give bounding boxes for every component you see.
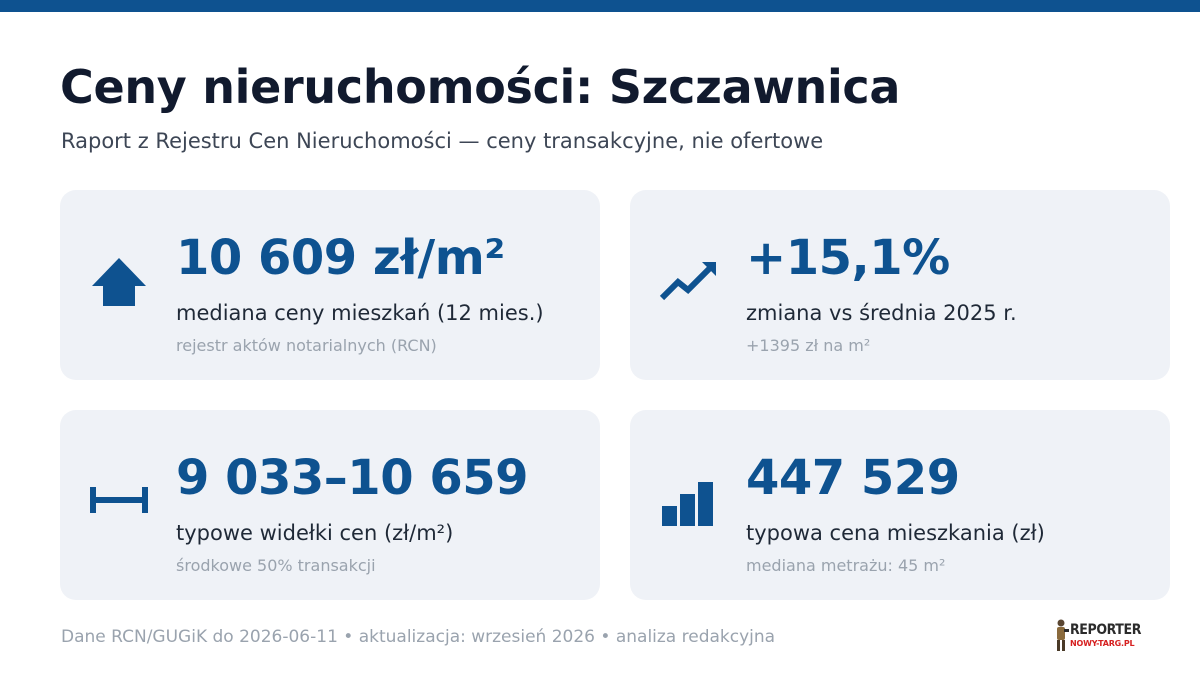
top-accent-bar [0,0,1200,12]
stat-note: mediana metrażu: 45 m² [746,556,946,575]
trend-up-icon [658,250,720,312]
range-icon [88,470,150,532]
stat-label: typowe widełki cen (zł/m²) [176,521,454,545]
stat-card-price-range [60,410,600,600]
stat-value: 447 529 [746,450,960,506]
publisher-logo[interactable] [1052,618,1144,654]
stat-note: +1395 zł na m² [746,336,871,355]
house-icon [88,250,150,312]
page-title: Ceny nieruchomości: Szczawnica [60,60,901,114]
stat-label: mediana ceny mieszkań (12 mies.) [176,301,544,325]
stat-card-price-change [630,190,1170,380]
logo-name: REPORTER [1070,622,1142,638]
stat-note: rejestr aktów notarialnych (RCN) [176,336,437,355]
stat-value: 9 033–10 659 [176,450,529,506]
stat-note: środkowe 50% transakcji [176,556,376,575]
stat-card-typical-price [630,410,1170,600]
page-subtitle: Raport z Rejestru Cen Nieruchomości — ceny transakcyjne, nie ofertowe [61,129,824,153]
stat-value: 10 609 zł/m² [176,230,505,286]
footer-source: Dane RCN/GUGiK do 2026-06-11 • aktualizacja: wrzesień 2026 • analiza redakcyjna [61,627,776,647]
logo-domain: NOWY-TARG.PL [1070,639,1135,648]
reporter-figure-icon [1052,618,1070,654]
stat-card-median-price [60,190,600,380]
stat-label: zmiana vs średnia 2025 r. [746,301,1017,325]
stat-value: +15,1% [746,230,950,286]
bar-chart-icon [658,470,720,532]
stat-label: typowa cena mieszkania (zł) [746,521,1045,545]
